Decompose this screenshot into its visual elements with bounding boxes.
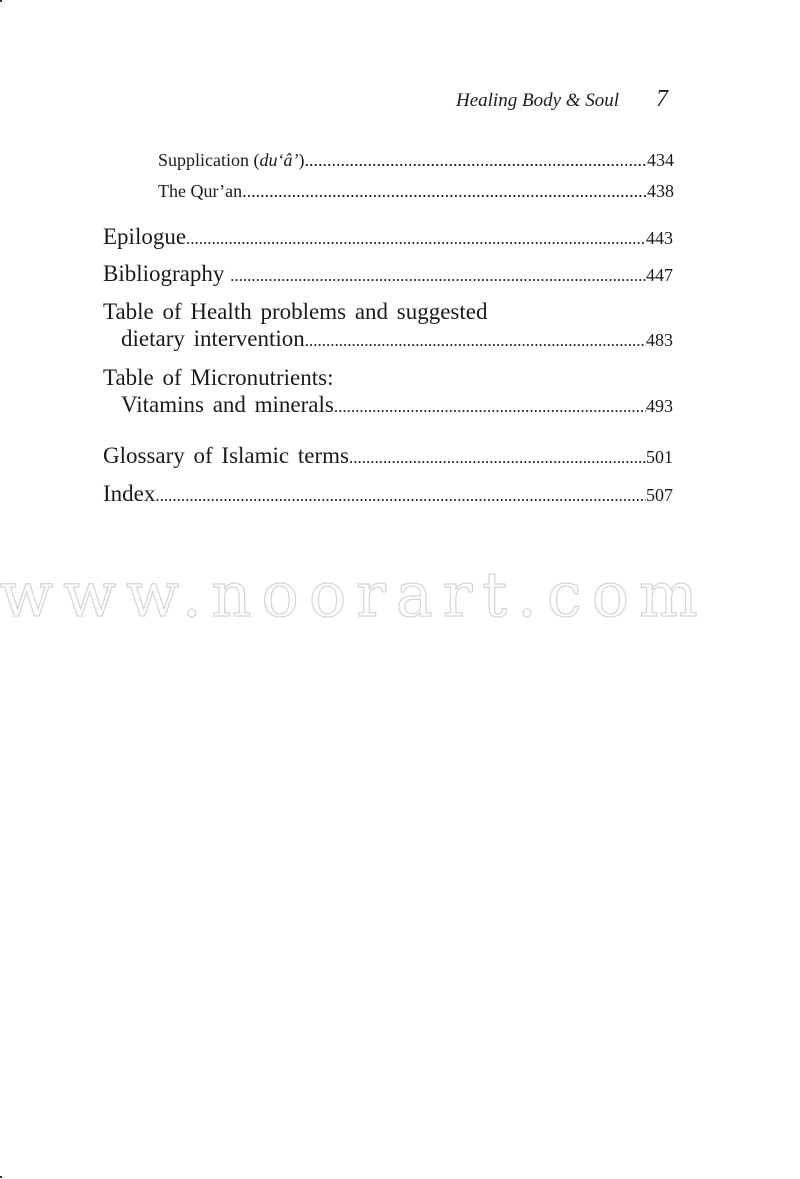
toc-entry-label: Supplication (du‘â’) <box>158 150 305 170</box>
toc-entry-page: 447 <box>646 265 673 285</box>
toc-entry-label: Vitamins and minerals <box>121 392 334 417</box>
toc-entry-quran[interactable] <box>158 181 674 202</box>
toc-entry-label: Bibliography <box>103 261 231 286</box>
toc-entry-bibliography[interactable] <box>103 261 673 287</box>
toc-entry-label: dietary intervention <box>121 326 305 351</box>
toc-entry-index[interactable] <box>103 481 673 507</box>
toc-entry-page: 493 <box>646 396 673 416</box>
dot-leader <box>334 397 646 417</box>
toc-entry-micronutrients-line1[interactable]: Table of Micronutrients: <box>103 365 334 390</box>
toc-entry-glossary[interactable] <box>103 443 673 469</box>
toc-entry-label: Epilogue <box>103 224 187 249</box>
running-title: Healing Body & Soul <box>456 90 620 111</box>
toc-entry-page: 483 <box>646 330 673 350</box>
toc-entry-page: 438 <box>647 181 674 201</box>
toc-entry-page: 443 <box>646 228 673 248</box>
dot-leader <box>305 331 646 351</box>
corner-crop-mark <box>0 1176 2 1178</box>
dot-leader <box>349 448 646 468</box>
toc-entry-micronutrients[interactable] <box>121 392 673 418</box>
toc-entry-label: The Qur’an <box>158 181 243 201</box>
toc-entry-health-table-line1[interactable]: Table of Health problems and suggested <box>103 299 488 324</box>
toc-entry-page: 501 <box>646 447 673 467</box>
toc-entry-page: 434 <box>647 150 674 170</box>
page-number: 7 <box>656 86 668 112</box>
toc-entry-label: Glossary of Islamic terms <box>103 443 349 468</box>
toc-entry-epilogue[interactable] <box>103 224 673 250</box>
toc-entry-supplication[interactable] <box>158 150 674 171</box>
dot-leader <box>305 150 648 171</box>
dot-leader <box>186 229 646 249</box>
dot-leader <box>230 266 646 286</box>
watermark: www.noorart.com <box>0 558 708 631</box>
dot-leader <box>155 486 646 506</box>
dot-leader <box>242 181 647 202</box>
toc-entry-health-table[interactable] <box>121 326 673 352</box>
toc-entry-page: 507 <box>646 485 673 505</box>
toc-entry-label: Index <box>103 481 156 506</box>
